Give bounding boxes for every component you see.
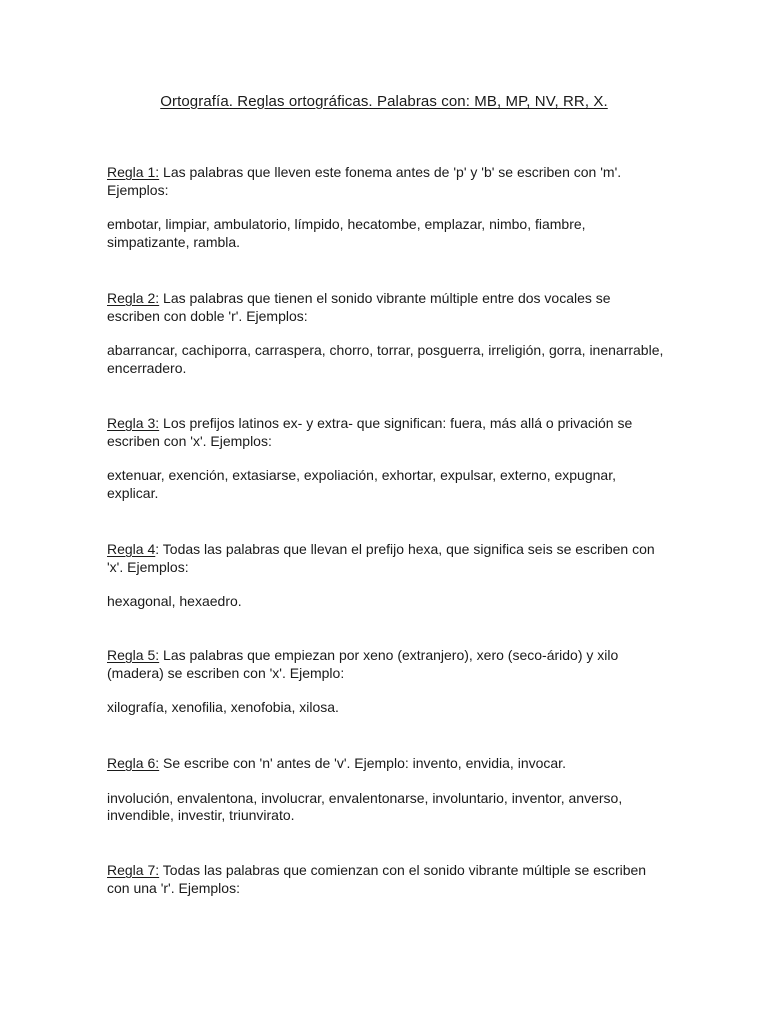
rule-6 [107, 755, 667, 825]
rule-7 [107, 862, 667, 897]
rule-4-statement [107, 541, 667, 576]
rule-3-statement [107, 415, 667, 450]
rule-3-text: Los prefijos latinos ex- y extra- que significan: fuera, más allá o privación se escriben con 'x'. Ejemplos: [107, 415, 633, 449]
rule-5-label: Regla 5: [107, 647, 160, 663]
rule-2-label: Regla 2: [107, 290, 160, 306]
rule-7-text: Todas las palabras que comienzan con el sonido vibrante múltiple se escriben con una 'r'. Ejemplos: [107, 862, 647, 896]
rule-2-examples: abarrancar, cachiporra, carraspera, chorro, torrar, posguerra, irreligión, gorra, inenarrable, encerradero. [107, 342, 664, 376]
rule-1-statement [107, 164, 667, 199]
rule-2-statement [107, 290, 667, 325]
rule-7-label: Regla 7: [107, 862, 160, 878]
rule-7-statement [107, 862, 667, 897]
rule-3-label: Regla 3: [107, 415, 160, 431]
rule-1-examples: embotar, limpiar, ambulatorio, límpido, hecatombe, emplazar, nimbo, fiambre, simpatizante, rambla. [107, 216, 586, 250]
rule-5-statement [107, 647, 667, 682]
rule-4-examples: hexagonal, hexaedro. [107, 593, 242, 609]
rule-1-text: Las palabras que lleven este fonema antes de 'p' y 'b' se escriben con 'm'. Ejemplos: [107, 164, 622, 198]
rule-4-label: Regla 4 [107, 541, 156, 557]
rule-1-label: Regla 1: [107, 164, 160, 180]
rule-6-text: Se escribe con 'n' antes de 'v'. Ejemplo: invento, envidia, invocar. [159, 755, 566, 771]
rule-3-examples: extenuar, exención, extasiarse, expoliación, exhortar, expulsar, externo, expugnar, explicar. [107, 467, 616, 501]
rule-6-label: Regla 6: [107, 755, 160, 771]
rule-2-text: Las palabras que tienen el sonido vibrante múltiple entre dos vocales se escriben con doble 'r'. Ejemplos: [107, 290, 611, 324]
rule-5 [107, 647, 667, 717]
rule-4 [107, 541, 667, 611]
rule-5-examples: xilografía, xenofilia, xenofobia, xilosa. [107, 699, 339, 715]
rule-3 [107, 415, 667, 502]
rule-1 [107, 164, 667, 251]
rule-5-text: Las palabras que empiezan por xeno (extranjero), xero (seco-árido) y xilo (madera) se escriben con 'x'. Ejemplo: [107, 647, 619, 681]
rule-4-text: : Todas las palabras que llevan el prefijo hexa, que significa seis se escriben con 'x'. Ejemplos: [107, 541, 655, 575]
rule-2 [107, 290, 667, 377]
document-title: Ortografía. Reglas ortográficas. Palabras con: MB, MP, NV, RR, X. [160, 93, 608, 110]
rule-6-statement [107, 755, 667, 773]
rule-6-examples: involución, envalentona, involucrar, envalentonarse, involuntario, inventor, anverso, invendible, investir, triunvirato. [107, 789, 623, 823]
